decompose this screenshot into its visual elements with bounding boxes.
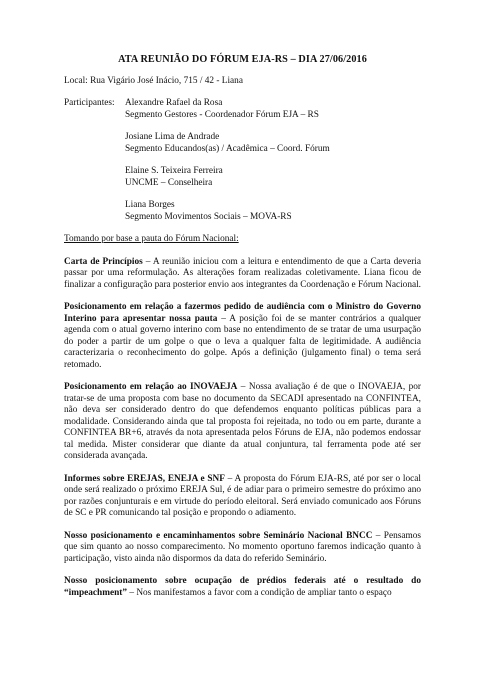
section-text: – Nossa avaliação é de que o INOVAEJA, por tratar-se de uma proposta com base no documento da SECADI apresentado na CONFINTEA, não deva ser considerado dentro do que defendemos enquanto políticas públicas para a modalidade. Considerando ainda que tal proposta foi rejeitada, no todo ou em parte, durante a CONFINTEA BR+6, através da nota apresentada pelos Fóruns de EJA, não podemos endossar tal medida. Mister considerar que diante da atual conjuntura, tal ferramenta pode até ser considerada avançada. [64, 382, 421, 461]
participant-name: Elaine S. Teixeira Ferreira [125, 166, 223, 176]
section-text: – Nos manifestamos a favor com a condição de ampliar tanto o espaço [127, 587, 392, 598]
participant-name: Josiane Lima de Andrade [125, 132, 220, 142]
agenda-intro: Tomando por base a pauta do Fórum Nacional: [64, 234, 239, 244]
section-bncc [64, 531, 421, 566]
participant-role: Segmento Movimentos Sociais – MOVA-RS [125, 211, 292, 222]
participant [125, 200, 421, 223]
participant-role: Segmento Educandos(as) / Acadêmica – Coord. Fórum [125, 143, 330, 154]
participant [125, 132, 421, 155]
section-heading: Posicionamento em relação a fazermos pedido de audiência com o Ministro do Governo Interino para apresentar nossa pauta [64, 302, 421, 324]
page-title: ATA REUNIÃO DO FÓRUM EJA-RS – DIA 27/06/2016 [118, 54, 367, 65]
section-heading: Posicionamento em relação ao INOVAEJA [64, 382, 238, 392]
section-text: – Pensamos que sim quanto ao nosso comparecimento. No momento oportuno faremos indicação quanto à participação, visto ainda não dispormos da data do referido Seminário. [64, 530, 421, 564]
participant-name: Liana Borges [125, 200, 175, 210]
participant [125, 166, 421, 189]
section-ocupacao [64, 576, 421, 599]
section-text: – A reunião iniciou com a leitura e entendimento de que a Carta deveria passar por uma reformulação. As alterações foram realizadas coletivamente. Liana ficou de finalizar a configuração para posterior envio aos integrantes da Coordenação e Fórum Nacional. [64, 256, 422, 290]
section-heading: Carta de Princípios [64, 256, 143, 267]
participant-name: Alexandre Rafael da Rosa [125, 98, 223, 108]
section-carta-principios [64, 257, 421, 292]
participants-label: Participantes: [64, 98, 115, 108]
section-text: – A posição foi de se manter contrários a qualquer agenda com o atual governo interino com base no entendimento de se tratar de uma usurpação do poder a partir de um golpe o que o leva a qualquer falta de legitimidade. A audiência caracterizaria o reconhecimento do golpe. Após a definição (julgamento final) o tema será retomado. [64, 313, 421, 370]
section-text: – A proposta do Fórum EJA-RS, até por ser o local onde será realizado o próximo EREJA Sul, é de adiar para o primeiro semestre do próximo ano por razões conjunturais e em virtude do período eleitoral. Será enviado comunicado aos Fóruns de SC e PR comunicando tal posição e propondo o adiamento. [64, 473, 421, 518]
section-heading: Nosso posicionamento e encaminhamentos sobre Seminário Nacional BNCC [64, 530, 373, 541]
section-erejas [64, 474, 421, 520]
participant [125, 98, 421, 121]
section-audiencia-ministro [64, 302, 421, 371]
participants-block [64, 98, 421, 223]
participants-list [125, 98, 421, 223]
participant-role: UNCME – Conselheira [125, 177, 213, 188]
section-inovaeja [64, 382, 421, 463]
meeting-location: Local: Rua Vigário José Inácio, 715 / 42 - Liana [64, 75, 243, 86]
section-heading: Informes sobre EREJAS, ENEJA e SNF [64, 473, 225, 484]
participant-role: Segmento Gestores - Coordenador Fórum EJA – RS [125, 109, 319, 120]
section-heading: Nosso posicionamento sobre ocupação de prédios federais até o resultado do “impeachment” [64, 576, 421, 598]
